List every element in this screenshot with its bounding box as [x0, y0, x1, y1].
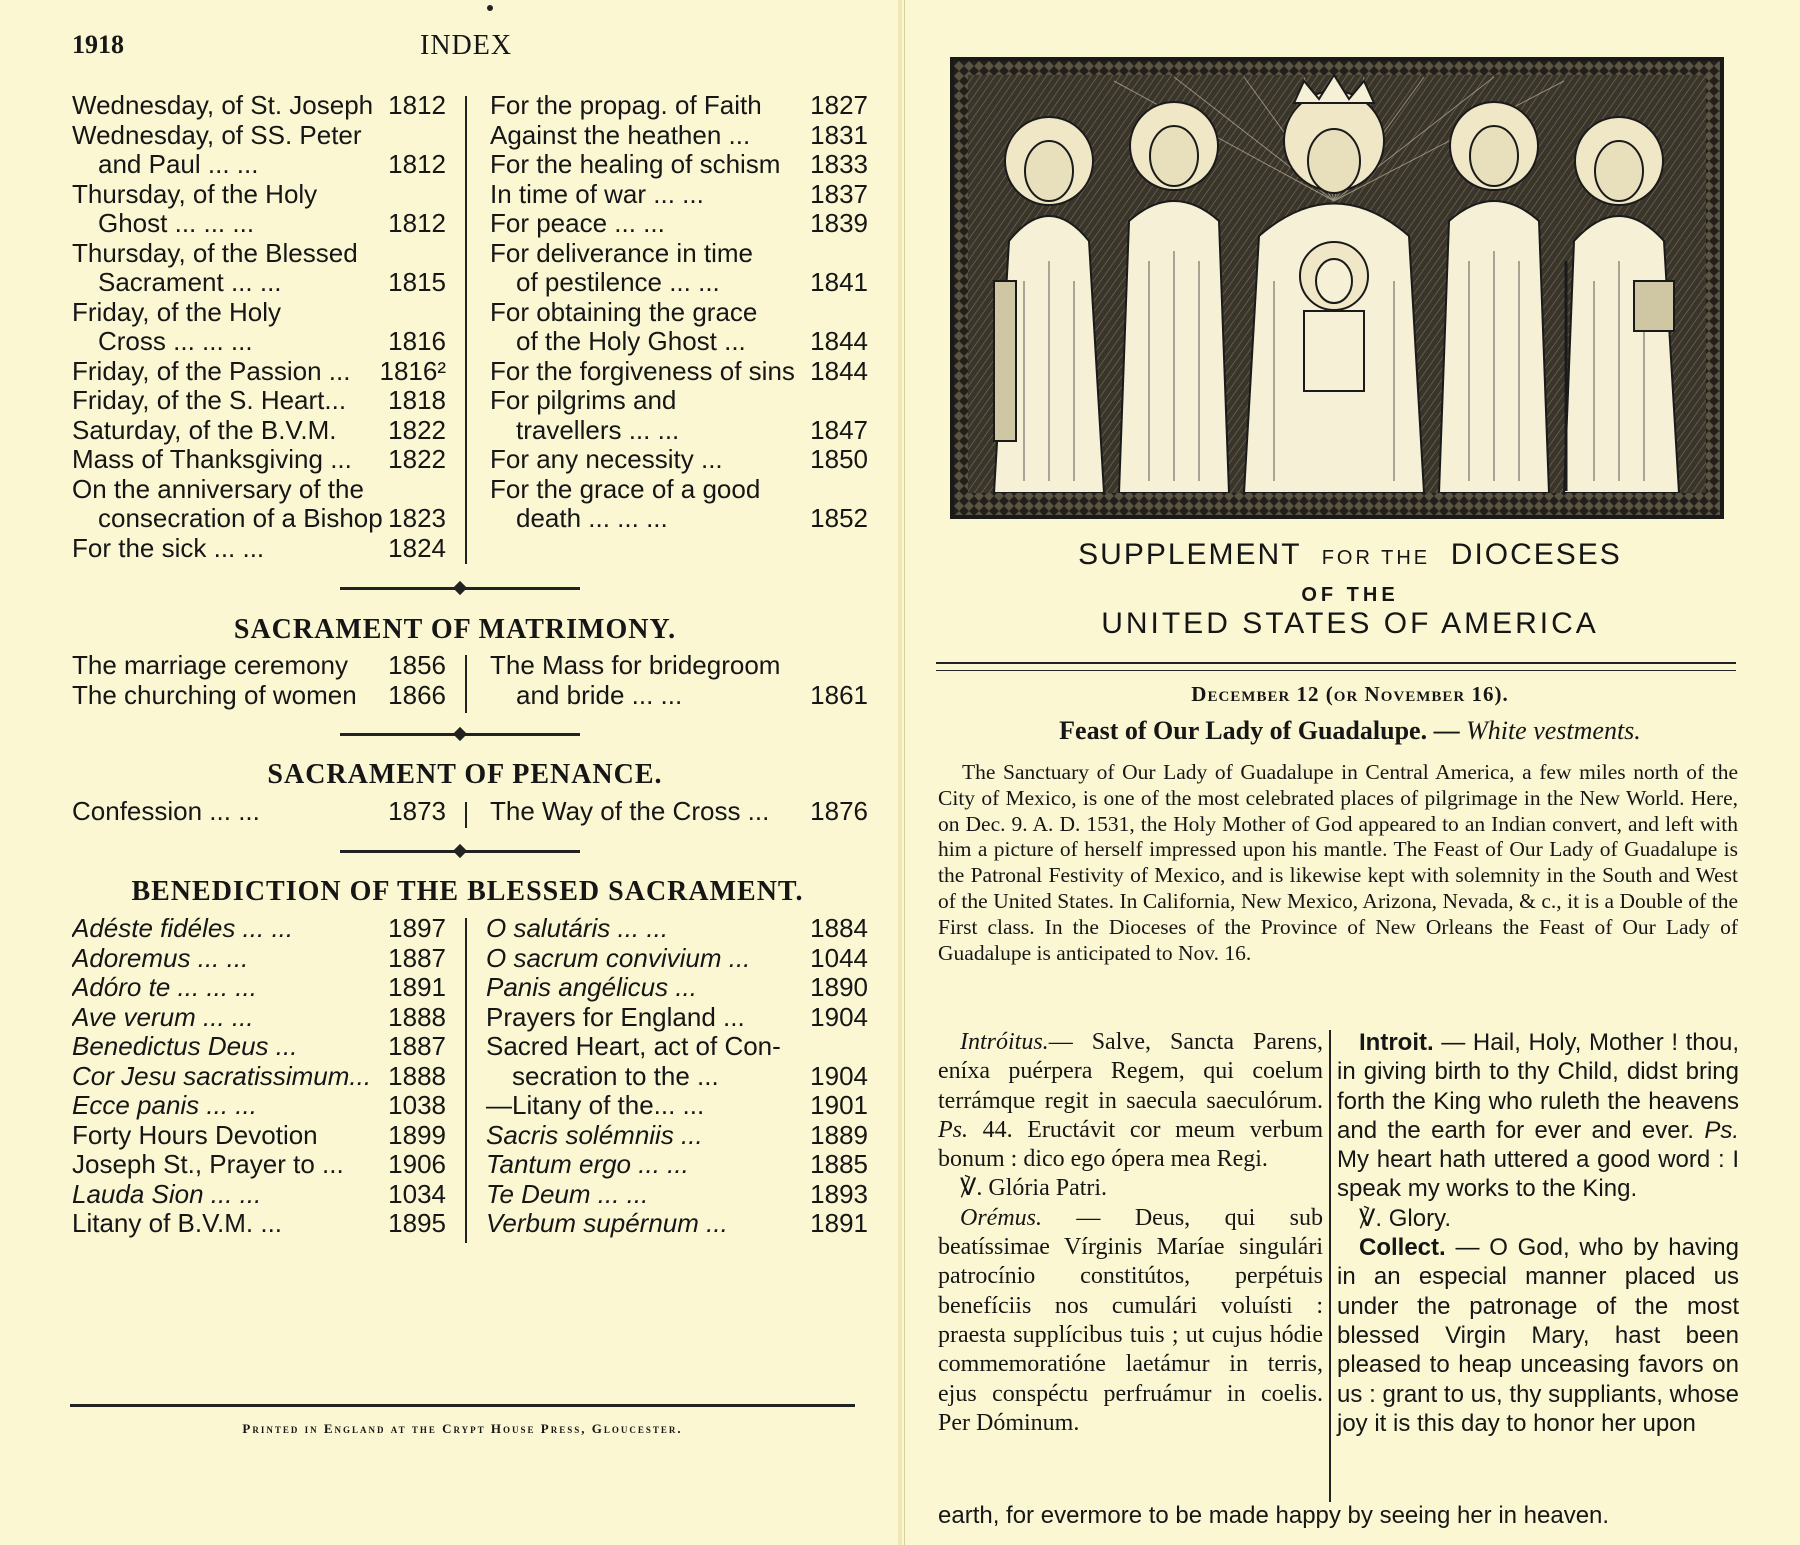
index-entry-page: 1885 [810, 1149, 868, 1179]
index-entry-page: 1888 [388, 1060, 446, 1091]
index-entry-title: For pilgrims and [490, 386, 677, 415]
index-entry-title: Saturday, of the B.V.M. [72, 415, 337, 445]
index-entry-title: The marriage ceremony [72, 651, 348, 680]
index-entry [72, 180, 446, 210]
supplement-united-states: UNITED STATES OF AMERICA [1101, 607, 1599, 640]
index-entry [490, 504, 868, 534]
index-entry-title: Thursday, of the Holy [72, 179, 318, 209]
index-entry-title: Sacrament ... ... [98, 268, 282, 297]
english-collect-label: Collect. [1359, 1234, 1446, 1262]
benediction-right-column [486, 914, 868, 1239]
index-entry [490, 121, 868, 151]
final-line: earth, for evermore to be made happy by seeing her in heaven. [938, 1502, 1610, 1529]
section-rule [340, 850, 580, 853]
ink-dot [487, 5, 493, 11]
index-entry-page: 1904 [810, 1060, 868, 1091]
index-entry-page [390, 180, 446, 210]
index-entry-title: Prayers for England ... [486, 1002, 745, 1032]
index-entry [72, 239, 446, 269]
index-entry-title: Adoremus ... ... [72, 943, 249, 973]
index-entry-page: 1816² [379, 355, 446, 386]
index-entry [72, 298, 446, 328]
index-entry-page: 1844 [810, 326, 868, 356]
feast-name: Feast of Our Lady of Guadalupe. — [1059, 716, 1467, 745]
index-entry-page: 1888 [388, 1001, 446, 1032]
right-page [900, 0, 1800, 1545]
index-entry-page: 1866 [388, 679, 446, 710]
index-entry-page: 1901 [810, 1090, 868, 1120]
double-rule-top [936, 662, 1736, 664]
index-entry [490, 357, 868, 387]
index-entry-title: Sacris solémniis ... [486, 1120, 703, 1150]
latin-oremus-label: Orémus. [960, 1204, 1042, 1231]
feast-title [900, 716, 1800, 746]
index-entry-title: The churching of women [72, 680, 357, 710]
index-entry-title: Friday, of the Passion ... [72, 356, 351, 386]
index-entry [490, 239, 868, 269]
index-entry-title: Cor Jesu sacratissimum... [72, 1061, 372, 1091]
index-entry [72, 150, 446, 180]
index-entry [72, 445, 446, 475]
index-entry [486, 944, 868, 974]
index-entry-title: Benedictus Deus ... [72, 1032, 298, 1061]
index-entry [490, 209, 868, 239]
supplement-word: SUPPLEMENT [1078, 538, 1302, 571]
index-entry-title: Te Deum ... ... [486, 1179, 649, 1209]
index-entry [72, 1150, 446, 1180]
index-entry-page: 1815 [388, 267, 446, 297]
section-rule [340, 733, 580, 736]
index-entry-title: For peace ... ... [490, 209, 665, 238]
index-entry-title: O salutáris ... ... [486, 914, 669, 943]
index-entry-title: O sacrum convivium ... [486, 943, 751, 973]
index-entry-title: Ave verum ... ... [72, 1002, 254, 1032]
index-entry [490, 180, 868, 210]
index-entry-title: travellers ... ... [516, 415, 680, 445]
page-number: 1918 [72, 30, 124, 59]
index-entry-title: and Paul ... ... [98, 150, 259, 179]
latin-column [938, 1028, 1323, 1438]
index-entry [72, 1209, 446, 1239]
index-entry-title: For the healing of schism [490, 150, 781, 179]
index-entry-title: Friday, of the S. Heart... [72, 386, 347, 415]
index-entry [486, 1180, 868, 1210]
index-entry-title: Forty Hours Devotion [72, 1120, 318, 1150]
english-introit-text: — Hail, Holy, Mother ! thou, in giving birth to thy Child, didst bring forth the King who ruleth the heavens and the earth for ever and ever. [1337, 1029, 1739, 1144]
index-top-left-column [72, 91, 446, 563]
latin-gloria: ℣. Glória Patri. [960, 1175, 1108, 1202]
index-entry-title: —Litany of the... ... [486, 1091, 705, 1120]
index-entry-page: 1816 [388, 326, 446, 356]
index-entry-title: consecration of a Bishop [98, 504, 383, 533]
index-entry-page: 1831 [810, 119, 868, 150]
english-introit [1337, 1028, 1739, 1204]
index-entry [72, 1032, 446, 1062]
index-entry [72, 357, 446, 387]
column-divider [465, 802, 467, 828]
index-entry-title: Panis angélicus ... [486, 973, 698, 1002]
index-entry-page: 1850 [810, 444, 868, 474]
index-entry-title: Lauda Sion ... ... [72, 1179, 262, 1209]
benediction-left-column [72, 914, 446, 1239]
index-entry [486, 914, 868, 944]
index-entry-title: The Way of the Cross ... [490, 797, 770, 826]
section-rule [340, 587, 580, 590]
index-entry-page: 1812 [388, 90, 446, 120]
index-entry-title: For obtaining the grace [490, 297, 758, 327]
column-divider [465, 96, 467, 564]
latin-oremus-text: — Deus, qui sub beatíssimae Vírginis Maríae singulári patrocínio constitútos, perpétuis benefíciis nos cumulári voluísti : praesta supplícibus tuis ; ut cujus hódie commemoratióne laetámur in terris, ejus conspéctu perfruámur in coelis. Per Dóminum. [938, 1204, 1323, 1436]
index-entry [72, 1003, 446, 1033]
index-entry [72, 681, 446, 711]
index-entry-page: 1906 [388, 1149, 446, 1179]
latin-ps-label: Ps. [938, 1116, 968, 1143]
index-entry-title: of the Holy Ghost ... [516, 327, 746, 356]
index-entry-page: 1884 [810, 913, 868, 943]
index-entry-title: Tantum ergo ... ... [486, 1150, 689, 1179]
index-entry-title: The Mass for bridegroom [490, 651, 781, 680]
index-entry-page: 1887 [388, 942, 446, 973]
saints-engraving-image [954, 61, 1720, 515]
matrimony-left-column [72, 651, 446, 710]
latin-introitus-label: Intróitus. [960, 1029, 1049, 1055]
index-entry-title: death ... ... ... [516, 504, 668, 533]
index-entry [72, 209, 446, 239]
index-entry-title: Litany of B.V.M. ... [72, 1209, 283, 1238]
index-entry [490, 298, 868, 328]
index-entry-page [390, 475, 446, 505]
index-entry-page [390, 239, 446, 269]
index-entry [486, 1003, 868, 1033]
index-entry-title: For the propag. of Faith [490, 91, 762, 120]
index-entry [72, 475, 446, 505]
penance-left-column [72, 797, 446, 827]
column-divider [1329, 1030, 1331, 1502]
index-entry [72, 327, 446, 357]
index-entry-page: 1873 [388, 796, 446, 826]
index-entry-page [812, 298, 868, 328]
index-entry-title: For the forgiveness of sins [490, 356, 795, 386]
index-entry-title: Friday, of the Holy [72, 297, 282, 327]
english-introit-label: Introit. [1359, 1029, 1434, 1056]
heading-benediction: BENEDICTION OF THE BLESSED SACRAMENT. [131, 876, 804, 907]
index-entry-title: Wednesday, of SS. Peter [72, 120, 362, 150]
index-entry [72, 1062, 446, 1092]
index-entry [490, 327, 868, 357]
index-entry-title: Cross ... ... ... [98, 327, 253, 356]
feast-vestments: White vestments. [1466, 716, 1641, 745]
index-entry-page: 1897 [388, 913, 446, 943]
index-entry-title: Sacred Heart, act of Con- [486, 1032, 781, 1061]
latin-ps-text: 44. Eructávit cor meum verbum bonum : dico ego ópera mea Regi. [938, 1116, 1323, 1173]
index-entry-title: For any necessity ... [490, 445, 723, 474]
index-entry [490, 268, 868, 298]
index-entry-page: 1822 [388, 414, 446, 445]
index-entry [72, 651, 446, 681]
index-entry-title: Ghost ... ... ... [98, 209, 255, 238]
english-collect-text: — O God, who by having in an especial manner placed us under the patronage of the most blessed Virgin Mary, hast been pleased to heap unceasing favors on us : grant to us, thy suppliants, whose joy it is this day to honor her upon [1337, 1234, 1739, 1437]
printer-imprint: Printed in England at the Crypt House Press, Gloucester. [70, 1404, 855, 1437]
index-entry-page [812, 386, 868, 416]
index-entry-page: 1822 [388, 444, 446, 474]
supplement-for-the: FOR THE [1321, 547, 1431, 569]
index-entry-title: For the sick ... ... [72, 533, 265, 563]
supplement-of-the: OF THE [1301, 584, 1399, 606]
english-ps-text: My heart hath uttered a good word : I speak my works to the King. [1337, 1146, 1739, 1203]
supplement-dioceses: DIOCESES [1450, 538, 1622, 571]
english-column [1337, 1028, 1739, 1438]
index-entry [72, 416, 446, 446]
index-entry-page: 1856 [388, 650, 446, 680]
index-entry-page: 1837 [810, 178, 868, 209]
index-entry [490, 416, 868, 446]
index-entry-page: 1034 [388, 1178, 446, 1209]
index-entry-page: 1824 [388, 532, 446, 563]
index-entry-title: Against the heathen ... [490, 120, 751, 150]
index-entry [72, 1121, 446, 1151]
index-entry [490, 445, 868, 475]
english-collect [1337, 1233, 1739, 1438]
index-entry [486, 1209, 868, 1239]
index-entry-page [812, 239, 868, 269]
index-entry [486, 1091, 868, 1121]
index-entry-title: Confession ... ... [72, 797, 260, 826]
index-entry-page: 1847 [810, 414, 868, 445]
index-entry-page: 1812 [388, 208, 446, 238]
index-entry-page: 1891 [810, 1208, 868, 1238]
index-entry-title: On the anniversary of the [72, 474, 364, 504]
engraving-illustration [950, 57, 1724, 519]
index-entry-page: 1852 [810, 503, 868, 533]
index-entry-page: 1044 [810, 942, 868, 973]
index-entry [72, 1180, 446, 1210]
index-entry [72, 973, 446, 1003]
index-entry-title: For the grace of a good [490, 474, 761, 504]
index-entry-title: Adóro te ... ... ... [72, 973, 257, 1002]
index-entry [72, 534, 446, 564]
index-entry [486, 973, 868, 1003]
index-entry-page [390, 121, 446, 151]
column-divider [465, 918, 467, 1243]
index-entry [486, 1032, 868, 1062]
index-entry-page: 1895 [388, 1208, 446, 1238]
index-entry-page: 1841 [810, 267, 868, 297]
index-entry [490, 475, 868, 505]
index-entry-title: Verbum supérnum ... [486, 1209, 728, 1238]
index-entry-page: 1861 [810, 679, 868, 710]
heading-matrimony: SACRAMENT OF MATRIMONY. [233, 614, 677, 645]
index-entry-page: 1891 [388, 972, 446, 1002]
index-entry-page [812, 1032, 868, 1062]
index-top-right-column [490, 91, 868, 534]
index-entry-title: Adéste fidéles ... ... [72, 914, 294, 943]
index-entry [490, 681, 868, 711]
index-entry-page: 1827 [810, 90, 868, 120]
index-entry [72, 91, 446, 121]
latin-oremus [938, 1204, 1323, 1438]
index-entry-page: 1823 [388, 503, 446, 533]
index-entry-page: 1890 [810, 972, 868, 1002]
index-entry-page: 1899 [388, 1119, 446, 1150]
penance-right-column [490, 797, 868, 827]
english-ps-label: Ps. [1704, 1116, 1739, 1144]
index-entry-page: 1889 [810, 1119, 868, 1150]
index-entry-page [390, 298, 446, 328]
index-entry [72, 944, 446, 974]
index-entry-page: 1833 [810, 149, 868, 179]
index-entry-title: For deliverance in time [490, 238, 753, 268]
index-entry-page: 1818 [388, 385, 446, 415]
index-entry-page: 1844 [810, 355, 868, 386]
index-entry-title: In time of war ... ... [490, 179, 704, 209]
index-entry-title: secration to the ... [512, 1061, 719, 1091]
feast-date: December 12 (or November 16). [1191, 682, 1509, 706]
index-entry-page: 1038 [388, 1090, 446, 1120]
index-entry [490, 797, 868, 827]
index-entry [490, 150, 868, 180]
index-entry-page [812, 475, 868, 505]
latin-introitus-text: — Salve, Sancta Parens, eníxa puérpera Regem, qui coelum terrámque regit in saecula saeculórum. [938, 1029, 1323, 1114]
index-entry [72, 121, 446, 151]
index-entry [486, 1150, 868, 1180]
index-entry-title: Joseph St., Prayer to ... [72, 1150, 344, 1179]
index-entry [490, 91, 868, 121]
index-entry-title: and bride ... ... [516, 680, 683, 710]
index-entry [72, 797, 446, 827]
index-entry-page: 1893 [810, 1178, 868, 1209]
index-entry-page [812, 651, 868, 681]
index-entry-page: 1839 [810, 208, 868, 238]
index-entry [490, 651, 868, 681]
latin-introitus [938, 1028, 1323, 1174]
index-entry-title: Thursday, of the Blessed [72, 238, 358, 268]
index-entry [72, 504, 446, 534]
supplement-heading [900, 538, 1800, 572]
heading-penance: SACRAMENT OF PENANCE. [267, 759, 663, 790]
index-entry-page: 1876 [810, 796, 868, 826]
matrimony-right-column [490, 651, 868, 710]
index-entry-title: Wednesday, of St. Joseph [72, 91, 374, 120]
index-entry [486, 1121, 868, 1151]
english-glory: ℣. Glory. [1359, 1204, 1451, 1232]
double-rule-bottom [936, 670, 1736, 671]
index-entry [72, 268, 446, 298]
index-entry-page: 1887 [388, 1031, 446, 1061]
column-divider [465, 655, 467, 713]
index-entry [486, 1062, 868, 1092]
index-entry-page: 1904 [810, 1001, 868, 1032]
index-entry [72, 1091, 446, 1121]
running-head: INDEX [420, 30, 513, 61]
index-entry-title: of pestilence ... ... [516, 268, 720, 297]
index-entry-title: Mass of Thanksgiving ... [72, 445, 352, 474]
intro-paragraph: The Sanctuary of Our Lady of Guadalupe in Central America, a few miles north of the City of Mexico, is one of the most celebrated places of pilgrimage in the New World. Here, on Dec. 9. A. D. 1531, the Holy Mother of God appeared to an Indian convert, and left with him a picture of herself impressed upon his mantle. The Feast of Our Lady of Guadalupe is the Patronal Festivity of Mexico, and is likewise kept with solemnity in the South and West of the United States. In California, New Mexico, Arizona, Nevada, & c., it is a Double of the First class. In the Dioceses of the Province of New Orleans the Feast of Our Lady of Guadalupe is anticipated to Nov. 16. [938, 760, 1738, 965]
index-entry-page: 1812 [388, 149, 446, 179]
index-entry [490, 386, 868, 416]
index-entry [72, 386, 446, 416]
index-entry [72, 914, 446, 944]
index-entry-title: Ecce panis ... ... [72, 1091, 257, 1120]
